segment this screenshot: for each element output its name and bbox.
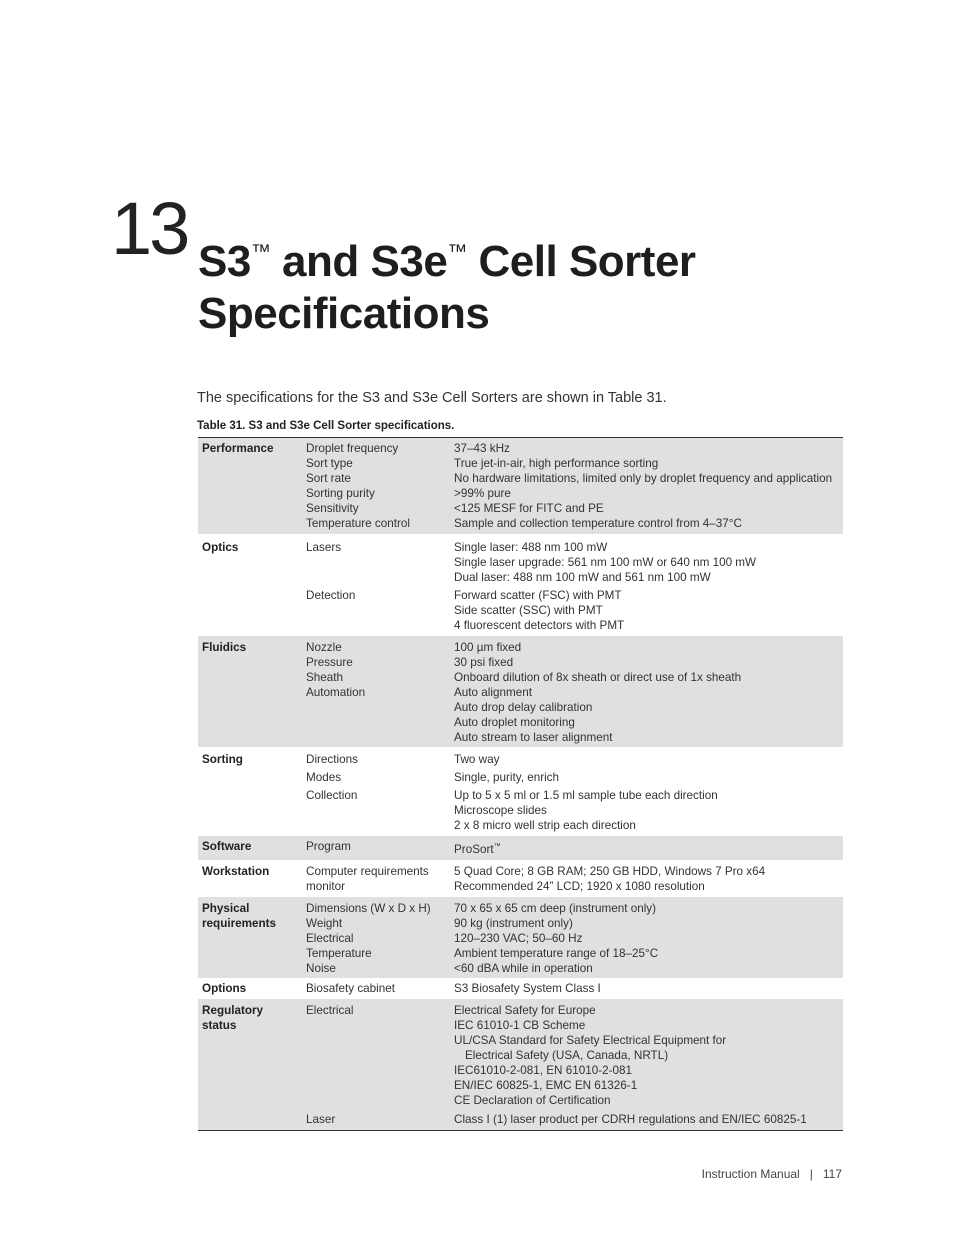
subcategory-cell: Program: [306, 836, 454, 860]
value-cell: Two way Single, purity, enrich Up to 5 x 5 ml or 1.5 ml sample tube each direction Microscope slides 2 x 8 micro well strip each direction: [454, 753, 718, 832]
value-cell: 100 µm fixed 30 psi fixed Onboard dilution of 8x sheath or direct use of 1x sheath Auto alignment Auto drop delay calibration Auto droplet monitoring Auto stream to laser alignment: [454, 636, 843, 747]
category-cell: Workstation: [202, 865, 270, 878]
value-cell: 5 Quad Core; 8 GB RAM; 250 GB HDD, Windows 7 Pro x64 Recommended 24” LCD; 1920 x 1080 resolution: [454, 865, 766, 893]
intro-paragraph: The specifications for the S3 and S3e Cell Sorters are shown in Table 31.: [197, 390, 667, 406]
value-cell: Single laser: 488 nm 100 mW Single laser upgrade: 561 nm 100 mW or 640 nm 100 mW Dual laser: 488 nm 100 mW and 561 nm 100 mW Forward scatter (FSC) with PMT Side scatter (SSC) with PMT 4 fluorescent detectors with PMT: [454, 541, 757, 632]
subcategory-cell: Lasers Detection: [306, 541, 356, 602]
category-cell: Sorting: [202, 753, 243, 766]
category-cell: Optics: [202, 541, 239, 554]
subcategory-cell: Nozzle Pressure Sheath Automation: [306, 636, 454, 747]
table-row-software: [198, 836, 843, 860]
subcategory-cell: Electrical Laser: [306, 999, 454, 1131]
footer-label: Instruction Manual: [701, 1167, 800, 1181]
table-row-optics: [198, 534, 843, 636]
table-caption: Table 31. S3 and S3e Cell Sorter specifications.: [197, 420, 455, 432]
page-number: 117: [822, 1167, 842, 1181]
chapter-number: 13: [111, 187, 188, 270]
specifications-table: [198, 437, 843, 1131]
subcategory-cell: Dimensions (W x D x H) Weight Electrical Temperature Noise: [306, 897, 454, 978]
category-cell: Performance: [198, 438, 306, 535]
value-cell: 70 x 65 x 65 cm deep (instrument only) 90 kg (instrument only) 120–230 VAC; 50–60 Hz Ambient temperature range of 18–25°C <60 dBA while in operation: [454, 897, 843, 978]
category-cell: Software: [198, 836, 306, 860]
footer-separator: |: [809, 1167, 813, 1181]
value-cell: 37–43 kHz True jet-in-air, high performance sorting No hardware limitations, limited only by droplet frequency and application >99% pure <125 MESF for FITC and PE Sample and collection temperature control from 4–37°C: [454, 438, 843, 535]
category-cell: Physical requirements: [198, 897, 306, 978]
value-cell: S3 Biosafety System Class I: [454, 982, 601, 995]
category-cell: Options: [202, 982, 247, 995]
subcategory-cell: Directions Modes Collection: [306, 753, 358, 802]
subcategory-cell: Biosafety cabinet: [306, 982, 396, 995]
value-cell: ProSort™: [454, 836, 843, 860]
table-row-regulatory-status: [198, 999, 843, 1131]
table-row-physical-requirements: [198, 897, 843, 978]
table-row-fluidics: [198, 636, 843, 747]
table-row-workstation: [198, 860, 843, 897]
subcategory-cell: Droplet frequency Sort type Sort rate Sorting purity Sensitivity Temperature control: [306, 438, 454, 535]
category-cell: Fluidics: [198, 636, 306, 747]
table-row-options: [198, 978, 843, 999]
chapter-title: S3™ and S3e™ Cell Sorter Specifications: [198, 237, 696, 338]
value-cell: Electrical Safety for Europe IEC 61010-1 CB Scheme UL/CSA Standard for Safety Electrical Equipment for Electrical Safety (USA, Canada, NRTL) IEC61010-2-081, EN 61010-2-081 EN/IEC 60825-1, EMC EN 61326-1 CE Declaration of Certification Class I (1) laser product per CDRH regulations and EN/IEC 60825-1: [454, 999, 843, 1131]
table-row-sorting: [198, 747, 843, 836]
table-row-performance: [198, 438, 843, 535]
category-cell: Regulatory status: [198, 999, 306, 1131]
page-footer: [702, 1167, 842, 1181]
subcategory-cell: Computer requirements monitor: [306, 865, 429, 893]
